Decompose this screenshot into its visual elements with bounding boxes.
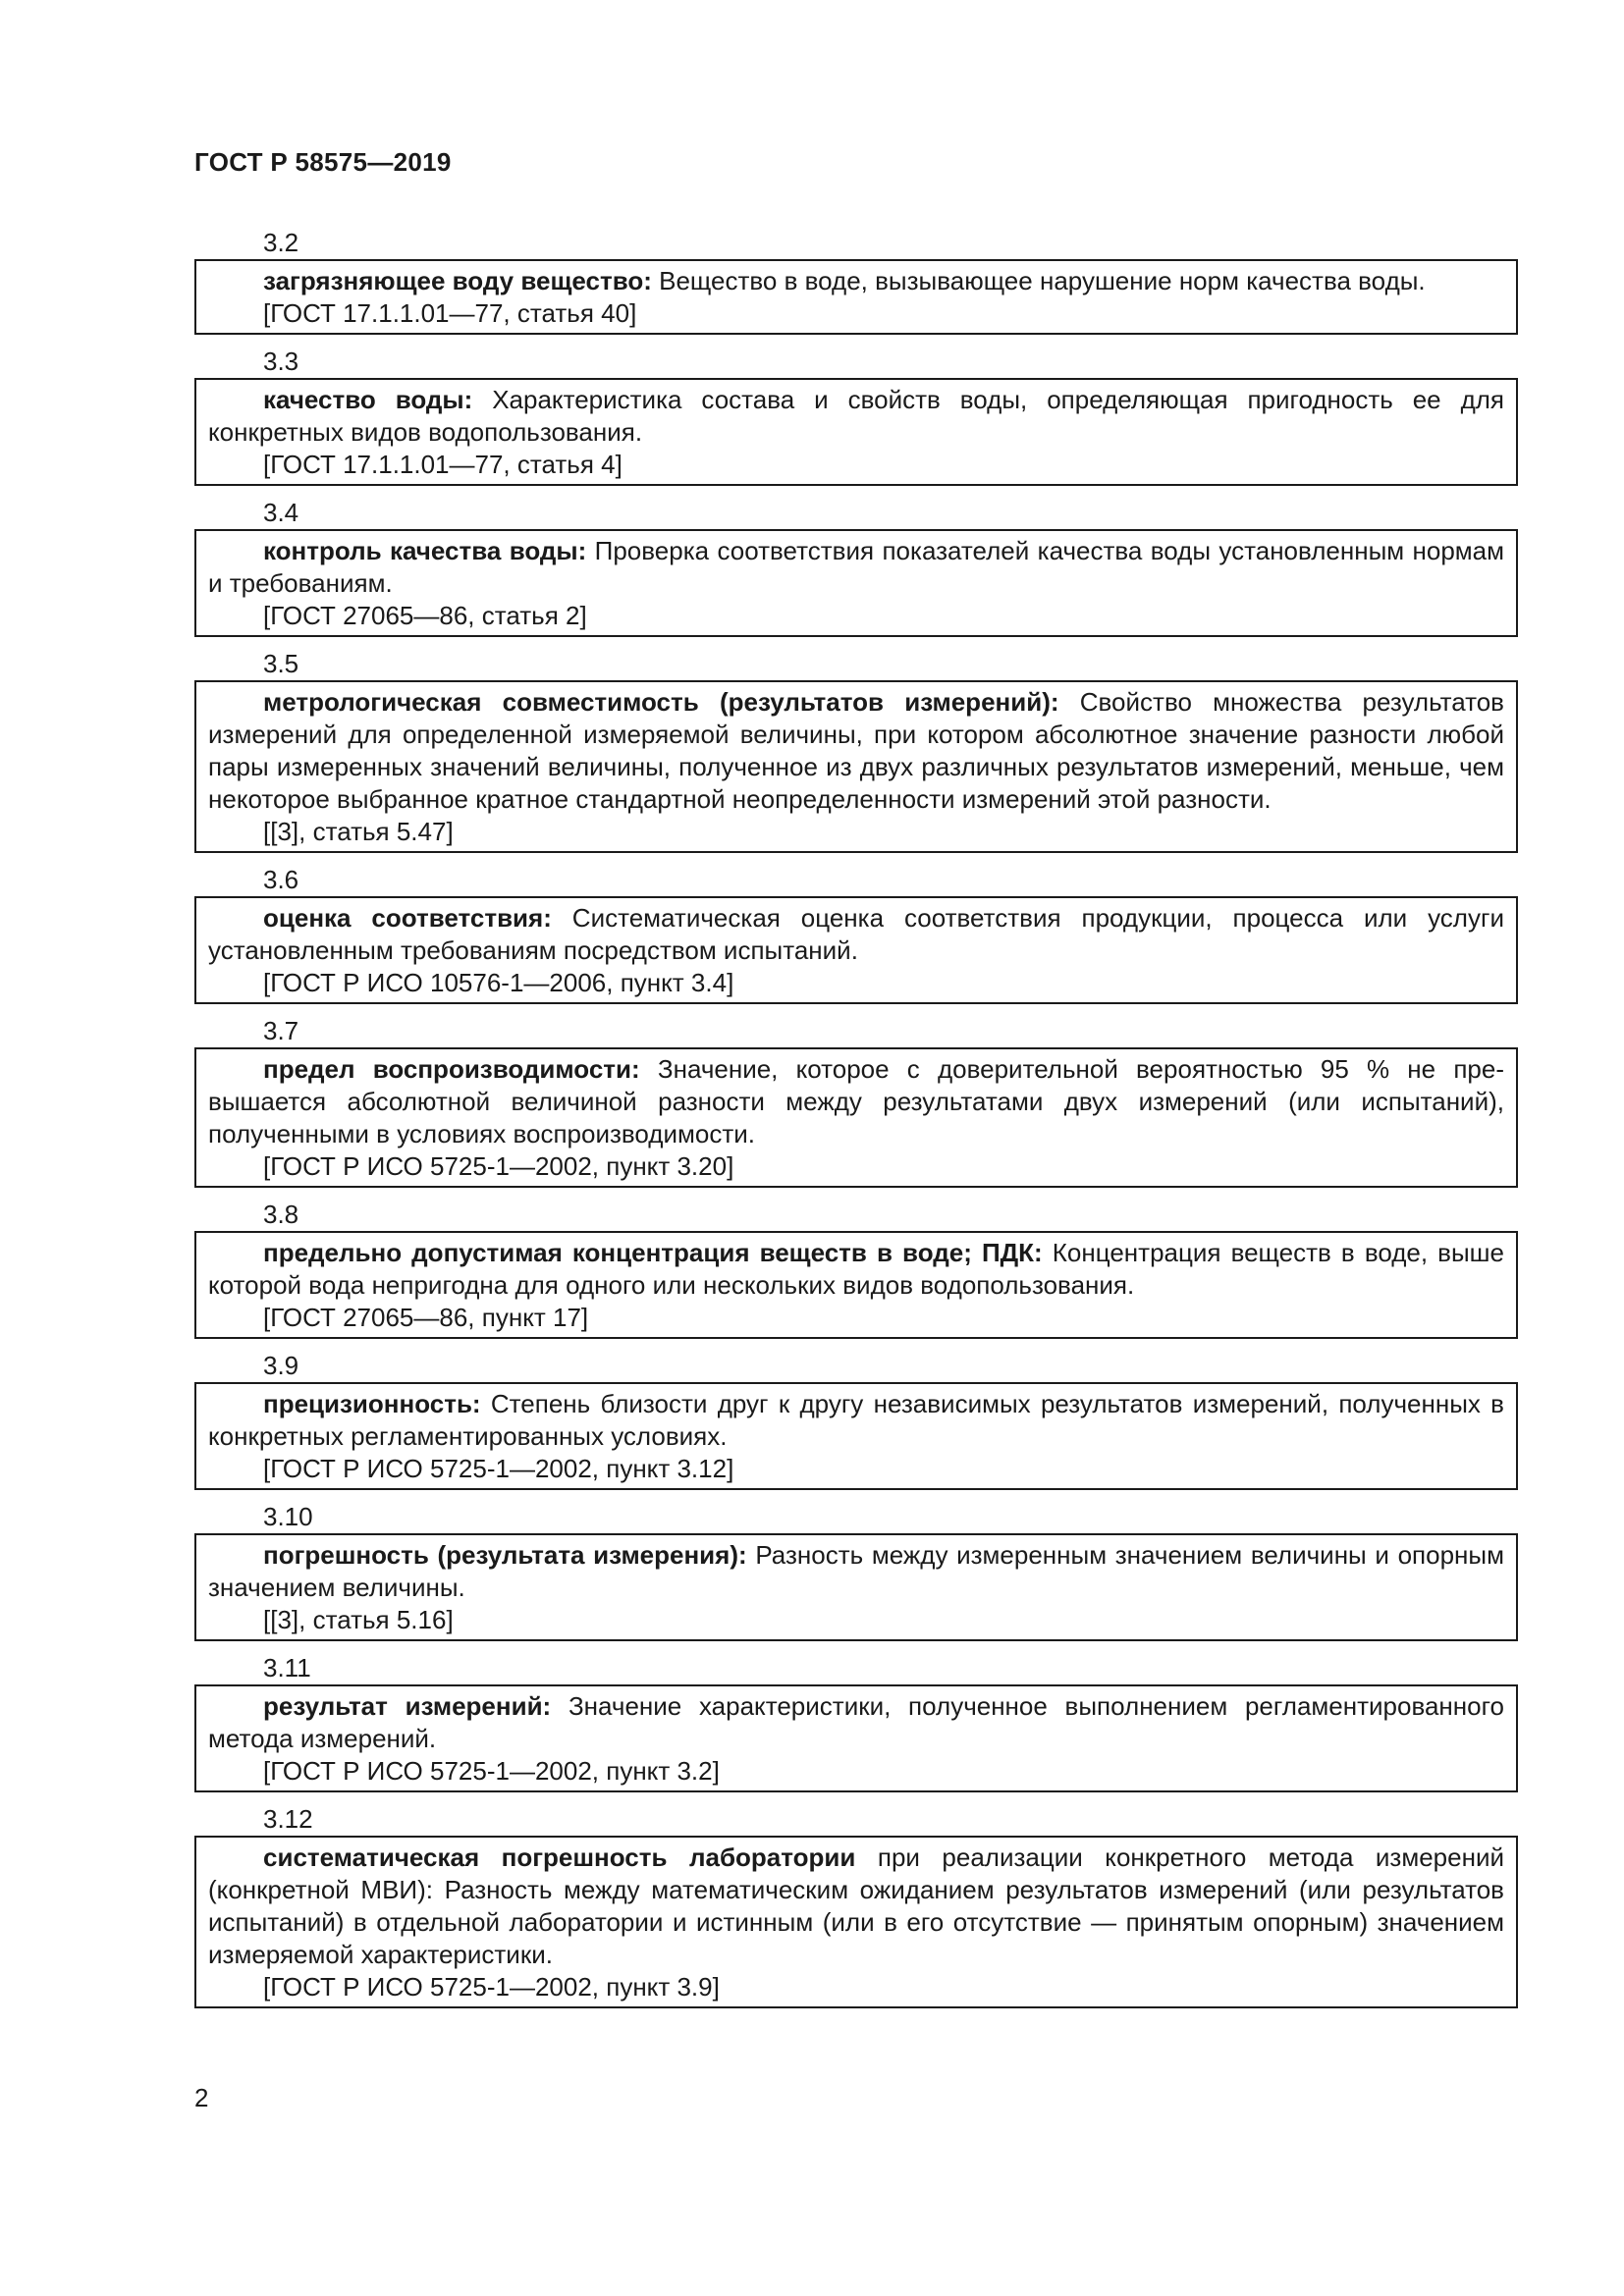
term-definition: Значение характеристики, полученное выполнением регламентированного метода измерений.: [208, 1691, 1504, 1753]
term-number: 3.9: [263, 1351, 299, 1380]
term-definition-line: [208, 535, 1504, 600]
term-source: [ГОСТ 17.1.1.01—77, статья 40]: [263, 298, 637, 328]
term-definition-line: [208, 1539, 1504, 1604]
term-definition: при реализации конкретного метода измерений (конкретной МВИ): Разность между математическим ожиданием результатов измерений (или результатов испытаний) в отдельной лаборатории и истинным (или в его отсутствие — принятым опорным) значением измеряемой характеристики.: [208, 1842, 1505, 1969]
term-definition: Концентрация веществ в воде, выше которой вода непригодна для одного или нескольких видов водопользования.: [208, 1238, 1504, 1300]
term-number: 3.6: [263, 865, 299, 894]
term-entry: [194, 1382, 1518, 1490]
term-name: контроль качества воды:: [263, 536, 587, 565]
term-name: результат измерений:: [263, 1691, 552, 1721]
term-source: [ГОСТ Р ИСО 5725-1—2002, пункт 3.12]: [263, 1454, 734, 1483]
document-header: ГОСТ Р 58575—2019: [194, 147, 452, 177]
term-definition: Вещество в воде, вызывающее нарушение норм качества воды.: [659, 266, 1426, 295]
term-definition-line: [208, 1690, 1504, 1755]
term-definition-line: [208, 1388, 1504, 1453]
term-number: 3.7: [263, 1016, 299, 1045]
term-definition: Характеристика состава и свойств воды, определяющая пригодность ее для конкретных видов водопользования.: [208, 385, 1504, 447]
term-number: 3.12: [263, 1804, 313, 1834]
term-name: качество воды:: [263, 385, 473, 414]
term-name: прецизионность:: [263, 1389, 481, 1418]
term-source: [ГОСТ 17.1.1.01—77, статья 4]: [263, 450, 623, 479]
term-entry: [194, 680, 1518, 853]
term-source: [[3], статья 5.16]: [263, 1605, 454, 1634]
term-entry: [194, 1836, 1518, 2008]
term-name: погрешность (результата измерения):: [263, 1540, 747, 1570]
term-number: 3.4: [263, 498, 299, 527]
term-definition-line: [208, 1842, 1504, 1971]
term-definition-line: [208, 686, 1504, 816]
term-entry: [194, 1684, 1518, 1792]
term-definition-line: [208, 1053, 1504, 1150]
term-name: предельно допустимая концентрация веществ в воде; ПДК:: [263, 1238, 1043, 1267]
term-number: 3.2: [263, 228, 299, 257]
term-number: 3.11: [263, 1653, 311, 1682]
term-name: метрологическая совместимость (результатов измерений):: [263, 687, 1059, 717]
term-source: [ГОСТ Р ИСО 5725-1—2002, пункт 3.2]: [263, 1756, 720, 1786]
term-entry: [194, 259, 1518, 335]
term-entry: [194, 896, 1518, 1004]
term-source: [ГОСТ 27065—86, пункт 17]: [263, 1303, 589, 1332]
page-number: 2: [194, 2083, 209, 2112]
term-entry: [194, 378, 1518, 486]
term-definition: Свойство множества результатов измерений для определенной измеряемой величины, при котором абсолютное значение разности любой пары измеренных значений величины, полученное из двух различных результатов измерений, меньше, чем некоторое выбранное кратное стандартной неопределенности измерений этой разности.: [208, 687, 1504, 814]
term-name: оценка соответствия:: [263, 903, 552, 933]
term-definition: Степень близости друг к другу независимых результатов измерений, полученных в конкретных регламентированных условиях.: [208, 1389, 1504, 1451]
term-definition: Разность между измеренным значением величины и опорным значением величины.: [208, 1540, 1504, 1602]
term-number: 3.3: [263, 347, 299, 376]
term-name: систематическая погрешность лаборатории: [263, 1842, 856, 1872]
term-definition: Проверка соответствия показателей качества воды установленным нормам и требованиям.: [208, 536, 1505, 598]
term-source: [ГОСТ 27065—86, статья 2]: [263, 601, 587, 630]
term-entry: [194, 1231, 1518, 1339]
terms-list: [194, 226, 1518, 2008]
term-definition-line: [208, 1237, 1504, 1302]
term-definition: Значение, которое с доверительной вероятностью 95 % не превышается абсолютной величиной разности между результатами двух измерений (или испытаний), полученными в условиях воспроизводимости.: [208, 1054, 1504, 1148]
term-definition-line: [208, 265, 1504, 297]
term-source: [ГОСТ Р ИСО 5725-1—2002, пункт 3.9]: [263, 1972, 720, 2002]
term-number: 3.5: [263, 649, 299, 678]
term-definition-line: [208, 384, 1504, 449]
term-name: предел воспроизводимости:: [263, 1054, 640, 1084]
term-entry: [194, 1047, 1518, 1188]
term-source: [[3], статья 5.47]: [263, 817, 454, 846]
term-source: [ГОСТ Р ИСО 5725-1—2002, пункт 3.20]: [263, 1151, 734, 1181]
term-number: 3.8: [263, 1200, 299, 1229]
term-entry: [194, 529, 1518, 637]
term-entry: [194, 1533, 1518, 1641]
term-definition: Систематическая оценка соответствия продукции, процесса или услуги установленным требованиям посредством испытаний.: [208, 903, 1504, 965]
term-name: загрязняющее воду вещество:: [263, 266, 652, 295]
term-number: 3.10: [263, 1502, 313, 1531]
term-definition-line: [208, 902, 1504, 967]
term-source: [ГОСТ Р ИСО 10576-1—2006, пункт 3.4]: [263, 968, 734, 997]
